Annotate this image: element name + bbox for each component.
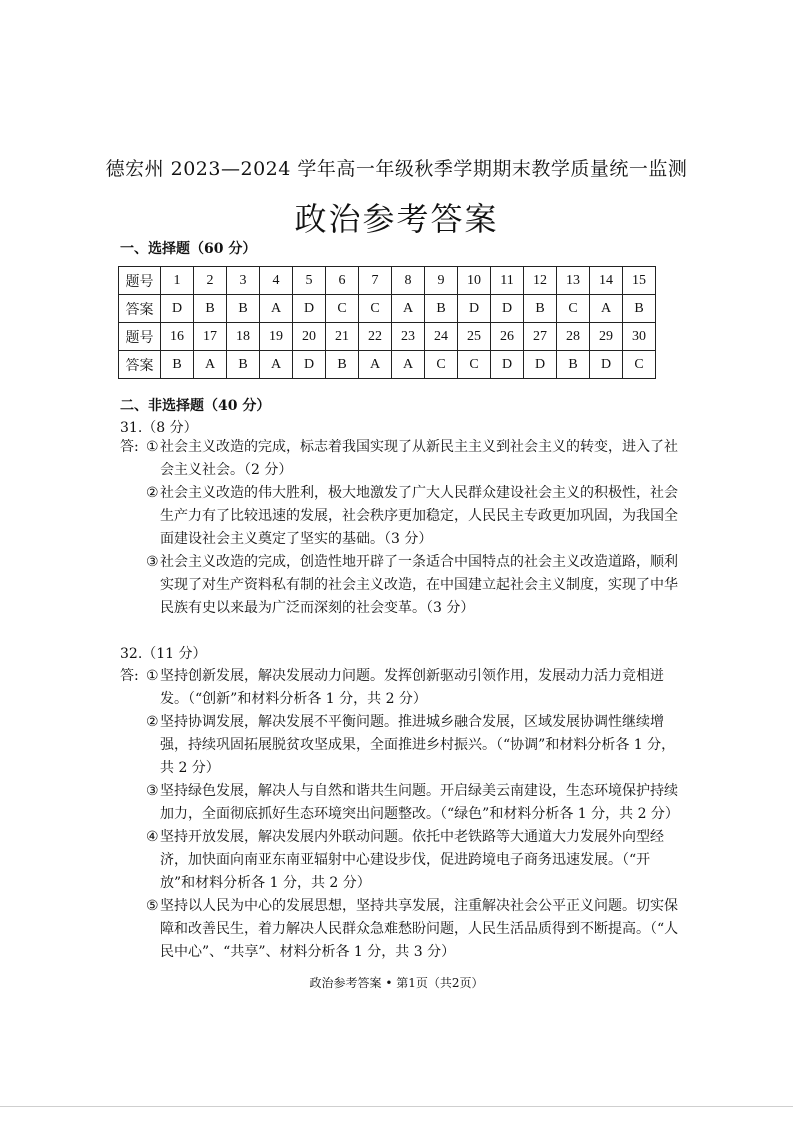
answer-prefix: 答: (120, 668, 139, 684)
answer-table (118, 266, 656, 379)
table-cell: C (359, 295, 392, 323)
table-cell: D (293, 351, 326, 379)
q32-point-5 (120, 895, 680, 964)
table-cell: C (425, 351, 458, 379)
point-text: 社会主义改造的完成，标志着我国实现了从新民主主义到社会主义的转变，进入了社会主义社会。（2 分） (160, 439, 678, 478)
point-index: ② (146, 485, 159, 501)
document-title: 德宏州 2023—2024 学年高一年级秋季学期期末教学质量统一监测 (105, 158, 688, 180)
table-cell: 21 (326, 323, 359, 351)
point-index: ③ (146, 783, 159, 799)
table-cell: 23 (392, 323, 425, 351)
table-cell: 29 (590, 323, 623, 351)
point-text: 坚持开放发展，解决发展内外联动问题。依托中老铁路等大通道大力发展外向型经济，加快面向南亚东南亚辐射中心建设步伐，促进跨境电子商务迅速发展。（“开放”和材料分析各 1 分，共 2 分） (160, 829, 664, 891)
table-cell: D (491, 295, 524, 323)
table-cell: C (458, 351, 491, 379)
answer-table-row (119, 295, 656, 323)
point-index: ① (146, 668, 159, 684)
table-cell: 12 (524, 267, 557, 295)
table-cell: D (524, 351, 557, 379)
point-text: 社会主义改造的伟大胜利，极大地激发了广大人民群众建设社会主义的积极性，社会生产力有了比较迅速的发展，社会秩序更加稳定，人民民主专政更加巩固，为我国全面建设社会主义奠定了坚实的基础。（3 分） (160, 485, 678, 547)
table-cell: 6 (326, 267, 359, 295)
table-cell: B (425, 295, 458, 323)
table-cell: B (326, 351, 359, 379)
table-cell: A (392, 295, 425, 323)
q32-point-1 (120, 665, 680, 711)
table-cell: D (590, 351, 623, 379)
table-cell: A (359, 351, 392, 379)
q31-point-2 (120, 482, 680, 551)
table-cell: D (458, 295, 491, 323)
point-text: 坚持绿色发展，解决人与自然和谐共生问题。开启绿美云南建设，生态环境保护持续加力，全面彻底抓好生态环境突出问题整改。（“绿色”和材料分析各 1 分，共 2 分） (160, 783, 679, 822)
table-cell: 28 (557, 323, 590, 351)
answer-prefix: 答: (120, 439, 139, 455)
table-cell: 24 (425, 323, 458, 351)
table-cell: D (491, 351, 524, 379)
table-cell: A (260, 295, 293, 323)
table-cell: C (557, 295, 590, 323)
document-subtitle: 政治参考答案 (294, 200, 499, 238)
point-index: ④ (146, 829, 159, 845)
point-index: ③ (146, 554, 159, 570)
table-cell: 4 (260, 267, 293, 295)
table-cell: D (161, 295, 194, 323)
table-cell: B (161, 351, 194, 379)
answer-table-row (119, 323, 656, 351)
q32-point-2 (120, 711, 680, 780)
point-index: ⑤ (146, 898, 159, 914)
table-cell: 5 (293, 267, 326, 295)
table-cell: 8 (392, 267, 425, 295)
page-footer: 政治参考答案 • 第1页（共2页） (309, 976, 484, 990)
table-cell: B (227, 295, 260, 323)
table-cell: 15 (623, 267, 656, 295)
table-cell: 18 (227, 323, 260, 351)
row-label: 题号 (119, 267, 161, 295)
question-31-answer (120, 436, 680, 620)
point-text: 坚持以人民为中心的发展思想，坚持共享发展，注重解决社会公平正义问题。切实保障和改善民生，着力解决人民群众急难愁盼问题，人民生活品质得到不断提高。（“人民中心”、“共享”、材料分析各 1 分，共 3 分） (160, 898, 679, 960)
table-cell: 20 (293, 323, 326, 351)
q32-point-4 (120, 826, 680, 895)
answer-table-row (119, 351, 656, 379)
question-32-number: 32.（11 分） (120, 646, 207, 662)
table-cell: 11 (491, 267, 524, 295)
table-cell: 17 (194, 323, 227, 351)
table-cell: 14 (590, 267, 623, 295)
table-cell: C (326, 295, 359, 323)
section-1-heading: 一、选择题（60 分） (120, 241, 257, 257)
question-31-number: 31.（8 分） (120, 420, 198, 436)
table-cell: 25 (458, 323, 491, 351)
answer-table-row (119, 267, 656, 295)
table-cell: 3 (227, 267, 260, 295)
table-cell: 26 (491, 323, 524, 351)
table-cell: 2 (194, 267, 227, 295)
table-cell: 7 (359, 267, 392, 295)
table-cell: B (524, 295, 557, 323)
row-label: 题号 (119, 323, 161, 351)
table-cell: C (623, 351, 656, 379)
point-index: ① (146, 439, 159, 455)
q31-point-3 (120, 551, 680, 620)
table-cell: A (260, 351, 293, 379)
table-cell: 27 (524, 323, 557, 351)
table-cell: A (392, 351, 425, 379)
table-cell: A (590, 295, 623, 323)
table-cell: 1 (161, 267, 194, 295)
table-cell: 19 (260, 323, 293, 351)
table-cell: B (227, 351, 260, 379)
bottom-divider (0, 1106, 793, 1107)
table-cell: B (557, 351, 590, 379)
point-text: 坚持创新发展，解决发展动力问题。发挥创新驱动引领作用，发展动力活力竞相迸发。（“创新”和材料分析各 1 分，共 2 分） (160, 668, 664, 707)
row-label: 答案 (119, 295, 161, 323)
point-index: ② (146, 714, 159, 730)
q32-point-3 (120, 780, 680, 826)
table-cell: 16 (161, 323, 194, 351)
q31-point-1 (120, 436, 680, 482)
table-cell: A (194, 351, 227, 379)
table-cell: 30 (623, 323, 656, 351)
table-cell: 10 (458, 267, 491, 295)
table-cell: D (293, 295, 326, 323)
point-text: 坚持协调发展，解决发展不平衡问题。推进城乡融合发展，区域发展协调性继续增强，持续巩固拓展脱贫攻坚成果，全面推进乡村振兴。（“协调”和材料分析各 1 分，共 2 分） (160, 714, 676, 776)
table-cell: 22 (359, 323, 392, 351)
table-cell: B (194, 295, 227, 323)
question-32-answer (120, 665, 680, 964)
table-cell: B (623, 295, 656, 323)
point-text: 社会主义改造的完成，创造性地开辟了一条适合中国特点的社会主义改造道路，顺利实现了对生产资料私有制的社会主义改造，在中国建立起社会主义制度，实现了中华民族有史以来最为广泛而深刻的社会变革。（3 分） (160, 554, 678, 616)
table-cell: 13 (557, 267, 590, 295)
section-2-heading: 二、非选择题（40 分） (120, 398, 271, 414)
table-cell: 9 (425, 267, 458, 295)
row-label: 答案 (119, 351, 161, 379)
